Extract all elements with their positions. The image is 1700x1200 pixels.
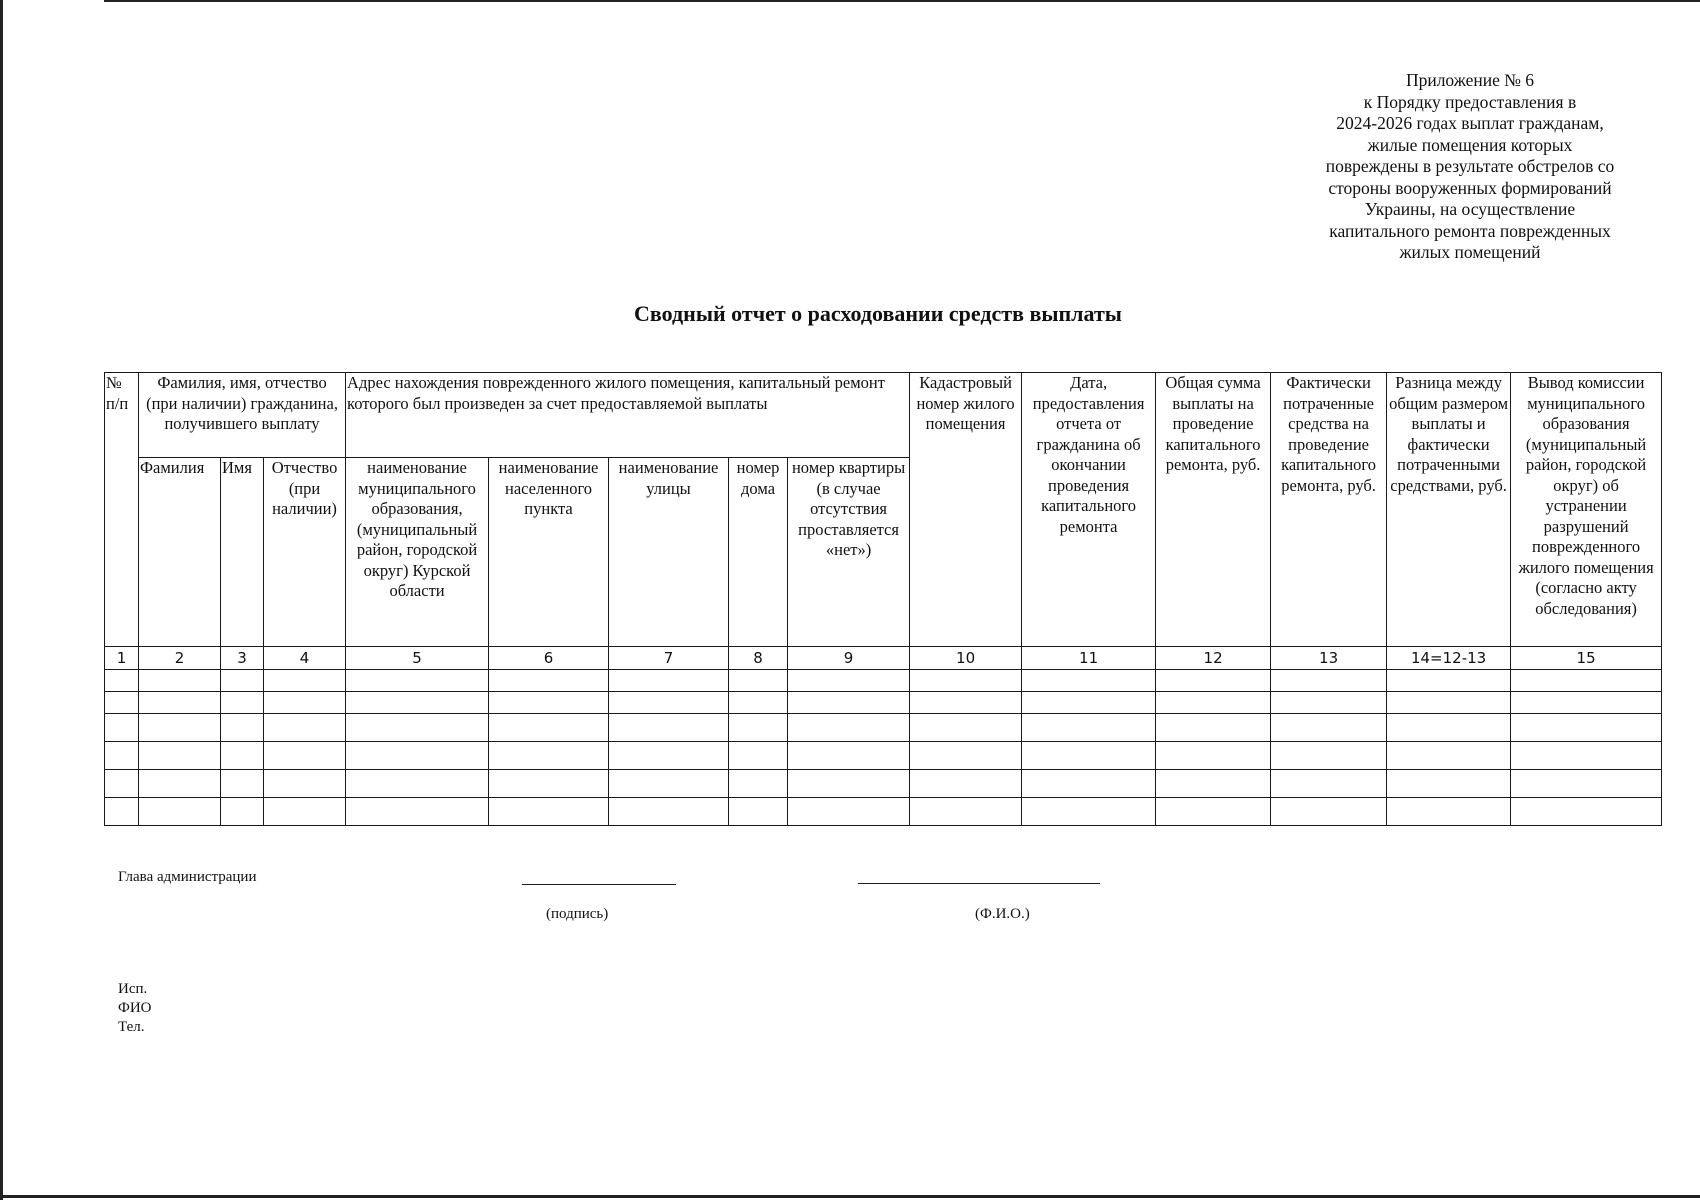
table-cell[interactable] xyxy=(729,714,788,742)
table-row xyxy=(105,770,1662,798)
table-cell[interactable] xyxy=(1511,742,1662,770)
column-number: 7 xyxy=(609,647,729,670)
table-cell[interactable] xyxy=(729,798,788,826)
table-cell[interactable] xyxy=(1022,670,1156,692)
table-cell[interactable] xyxy=(609,714,729,742)
header-apartment: номер квартиры (в случае отсутствия проставляется «нет») xyxy=(788,458,910,647)
table-cell[interactable] xyxy=(1387,670,1511,692)
table-cell[interactable] xyxy=(1511,714,1662,742)
executor-fio-label: ФИО xyxy=(118,1000,152,1016)
signature-line[interactable] xyxy=(522,884,676,885)
table-cell[interactable] xyxy=(1511,798,1662,826)
table-cell[interactable] xyxy=(346,742,489,770)
table-cell[interactable] xyxy=(489,692,609,714)
table-cell[interactable] xyxy=(788,670,910,692)
header-settlement: наименование населенного пункта xyxy=(489,458,609,647)
column-number: 10 xyxy=(910,647,1022,670)
table-cell[interactable] xyxy=(788,770,910,798)
table-cell[interactable] xyxy=(788,742,910,770)
table-cell[interactable] xyxy=(910,798,1022,826)
table-cell[interactable] xyxy=(489,770,609,798)
table-cell[interactable] xyxy=(346,770,489,798)
table-cell[interactable] xyxy=(1271,798,1387,826)
fio-caption: (Ф.И.О.) xyxy=(975,906,1030,922)
page-bottom-border xyxy=(0,1195,1700,1198)
table-cell[interactable] xyxy=(489,798,609,826)
table-cell[interactable] xyxy=(609,798,729,826)
header-patronymic: Отчество (при наличии) xyxy=(264,458,346,647)
table-cell[interactable] xyxy=(346,692,489,714)
table-cell[interactable] xyxy=(264,798,346,826)
column-number: 8 xyxy=(729,647,788,670)
appendix-line: Приложение № 6 xyxy=(1405,70,1535,90)
table-cell[interactable] xyxy=(788,798,910,826)
table-cell[interactable] xyxy=(264,670,346,692)
header-commission: Вывод комиссии муниципального образования (муниципальный район, городской округ) об устранении разрушений поврежденного жилого помещения (согласно акту обследования) xyxy=(1511,373,1662,647)
table-cell[interactable] xyxy=(221,692,264,714)
table-cell[interactable] xyxy=(264,770,346,798)
column-number: 2 xyxy=(139,647,221,670)
table-cell[interactable] xyxy=(609,770,729,798)
table-cell[interactable] xyxy=(489,714,609,742)
head-of-administration-label: Глава администрации xyxy=(118,869,257,885)
table-row xyxy=(105,798,1662,826)
table-cell[interactable] xyxy=(1156,692,1271,714)
table-cell[interactable] xyxy=(1022,770,1156,798)
table-cell[interactable] xyxy=(221,714,264,742)
table-cell[interactable] xyxy=(221,670,264,692)
appendix-line: жилые помещения которых xyxy=(1367,134,1573,155)
appendix-line: капитального ремонта поврежденных xyxy=(1329,220,1611,241)
table-cell[interactable] xyxy=(788,714,910,742)
table-cell[interactable] xyxy=(1022,798,1156,826)
table-cell[interactable] xyxy=(729,742,788,770)
header-house: номер дома xyxy=(729,458,788,647)
report-title: Сводный отчет о расходовании средств выплаты xyxy=(634,301,1122,326)
column-number: 15 xyxy=(1511,647,1662,670)
table-cell[interactable] xyxy=(221,742,264,770)
table-cell[interactable] xyxy=(788,692,910,714)
appendix-header xyxy=(1290,70,1650,264)
table-cell[interactable] xyxy=(264,742,346,770)
table-cell[interactable] xyxy=(1387,714,1511,742)
table-cell[interactable] xyxy=(105,714,139,742)
table-cell[interactable] xyxy=(139,692,221,714)
table-cell[interactable] xyxy=(139,670,221,692)
report-table xyxy=(104,372,1662,826)
executor-contacts xyxy=(118,980,152,1037)
table-cell[interactable] xyxy=(346,714,489,742)
column-number: 4 xyxy=(264,647,346,670)
table-row xyxy=(105,714,1662,742)
table-cell[interactable] xyxy=(910,770,1022,798)
page-left-border xyxy=(0,0,3,1200)
header-municipality: наименование муниципального образования, (муниципальный район, городской округ) Курской области xyxy=(346,458,489,647)
header-difference: Разница между общим размером выплаты и фактически потраченными средствами, руб. xyxy=(1387,373,1511,647)
table-cell[interactable] xyxy=(221,798,264,826)
table-cell[interactable] xyxy=(609,670,729,692)
table-cell[interactable] xyxy=(1271,742,1387,770)
table-cell[interactable] xyxy=(489,742,609,770)
table-cell[interactable] xyxy=(1022,714,1156,742)
table-row xyxy=(105,692,1662,714)
column-number: 1 xyxy=(105,647,139,670)
table-cell[interactable] xyxy=(1511,692,1662,714)
appendix-line: к Порядку предоставления в xyxy=(1363,91,1577,112)
header-name: Имя xyxy=(221,458,264,647)
table-cell[interactable] xyxy=(1271,714,1387,742)
appendix-line: 2024-2026 годах выплат гражданам, xyxy=(1336,113,1604,133)
table-cell[interactable] xyxy=(729,670,788,692)
header-num: № п/п xyxy=(105,373,139,647)
table-cell[interactable] xyxy=(609,742,729,770)
column-numbers-row xyxy=(105,647,1662,670)
table-cell[interactable] xyxy=(1511,670,1662,692)
fio-line[interactable] xyxy=(858,883,1100,884)
table-cell[interactable] xyxy=(1271,770,1387,798)
column-number: 14=12-13 xyxy=(1387,647,1511,670)
table-cell[interactable] xyxy=(1022,742,1156,770)
table-cell[interactable] xyxy=(346,798,489,826)
table-row xyxy=(105,742,1662,770)
appendix-line: жилых помещений xyxy=(1399,242,1541,262)
table-cell[interactable] xyxy=(105,742,139,770)
table-cell[interactable] xyxy=(910,692,1022,714)
table-cell[interactable] xyxy=(1387,692,1511,714)
column-number: 9 xyxy=(788,647,910,670)
executor-phone-label: Тел. xyxy=(118,1019,145,1035)
table-cell[interactable] xyxy=(346,670,489,692)
table-cell[interactable] xyxy=(1156,670,1271,692)
header-spent: Фактически потраченные средства на проведение капитального ремонта, руб. xyxy=(1271,373,1387,647)
header-row-groups xyxy=(105,373,1662,458)
table-cell[interactable] xyxy=(489,670,609,692)
table-cell[interactable] xyxy=(139,714,221,742)
table-cell[interactable] xyxy=(1387,770,1511,798)
table-cell[interactable] xyxy=(1022,692,1156,714)
table-cell[interactable] xyxy=(1156,714,1271,742)
signature-caption: (подпись) xyxy=(546,906,609,922)
table-cell[interactable] xyxy=(1387,742,1511,770)
table-cell[interactable] xyxy=(105,770,139,798)
table-cell[interactable] xyxy=(139,742,221,770)
executor-label: Исп. xyxy=(118,981,148,997)
column-number: 12 xyxy=(1156,647,1271,670)
table-cell[interactable] xyxy=(1156,798,1271,826)
table-cell[interactable] xyxy=(1156,742,1271,770)
appendix-line: Украины, на осуществление xyxy=(1364,199,1576,219)
header-street: наименование улицы xyxy=(609,458,729,647)
table-cell[interactable] xyxy=(264,692,346,714)
column-number: 11 xyxy=(1022,647,1156,670)
table-cell[interactable] xyxy=(139,770,221,798)
table-cell[interactable] xyxy=(609,692,729,714)
header-surname: Фамилия xyxy=(139,458,221,647)
table-cell[interactable] xyxy=(139,798,221,826)
table-cell[interactable] xyxy=(729,770,788,798)
table-row xyxy=(105,670,1662,692)
table-cell[interactable] xyxy=(1387,798,1511,826)
table-cell[interactable] xyxy=(105,692,139,714)
column-number: 13 xyxy=(1271,647,1387,670)
table-cell[interactable] xyxy=(221,770,264,798)
table-cell[interactable] xyxy=(1271,692,1387,714)
table-cell[interactable] xyxy=(910,742,1022,770)
table-cell[interactable] xyxy=(105,798,139,826)
appendix-line: повреждены в результате обстрелов со xyxy=(1325,156,1615,176)
header-fio-group: Фамилия, имя, отчество (при наличии) гражданина, получившего выплату xyxy=(139,373,346,458)
table-cell[interactable] xyxy=(910,670,1022,692)
table-cell[interactable] xyxy=(910,714,1022,742)
column-number: 5 xyxy=(346,647,489,670)
table-cell[interactable] xyxy=(264,714,346,742)
header-total-payment: Общая сумма выплаты на проведение капитального ремонта, руб. xyxy=(1156,373,1271,647)
table-cell[interactable] xyxy=(1271,670,1387,692)
table-cell[interactable] xyxy=(729,692,788,714)
table-cell[interactable] xyxy=(1511,770,1662,798)
table-cell[interactable] xyxy=(1156,770,1271,798)
table-cell[interactable] xyxy=(105,670,139,692)
header-cadastral: Кадастровый номер жилого помещения xyxy=(910,373,1022,647)
page-top-border xyxy=(104,0,1700,2)
column-number: 3 xyxy=(221,647,264,670)
appendix-line: стороны вооруженных формирований xyxy=(1328,177,1612,198)
header-address-group: Адрес нахождения поврежденного жилого помещения, капитальный ремонт которого был произведен за счет предоставляемой выплаты xyxy=(346,373,910,458)
column-number: 6 xyxy=(489,647,609,670)
header-report-date: Дата, предоставления отчета от гражданина об окончании проведения капитального ремонта xyxy=(1022,373,1156,647)
